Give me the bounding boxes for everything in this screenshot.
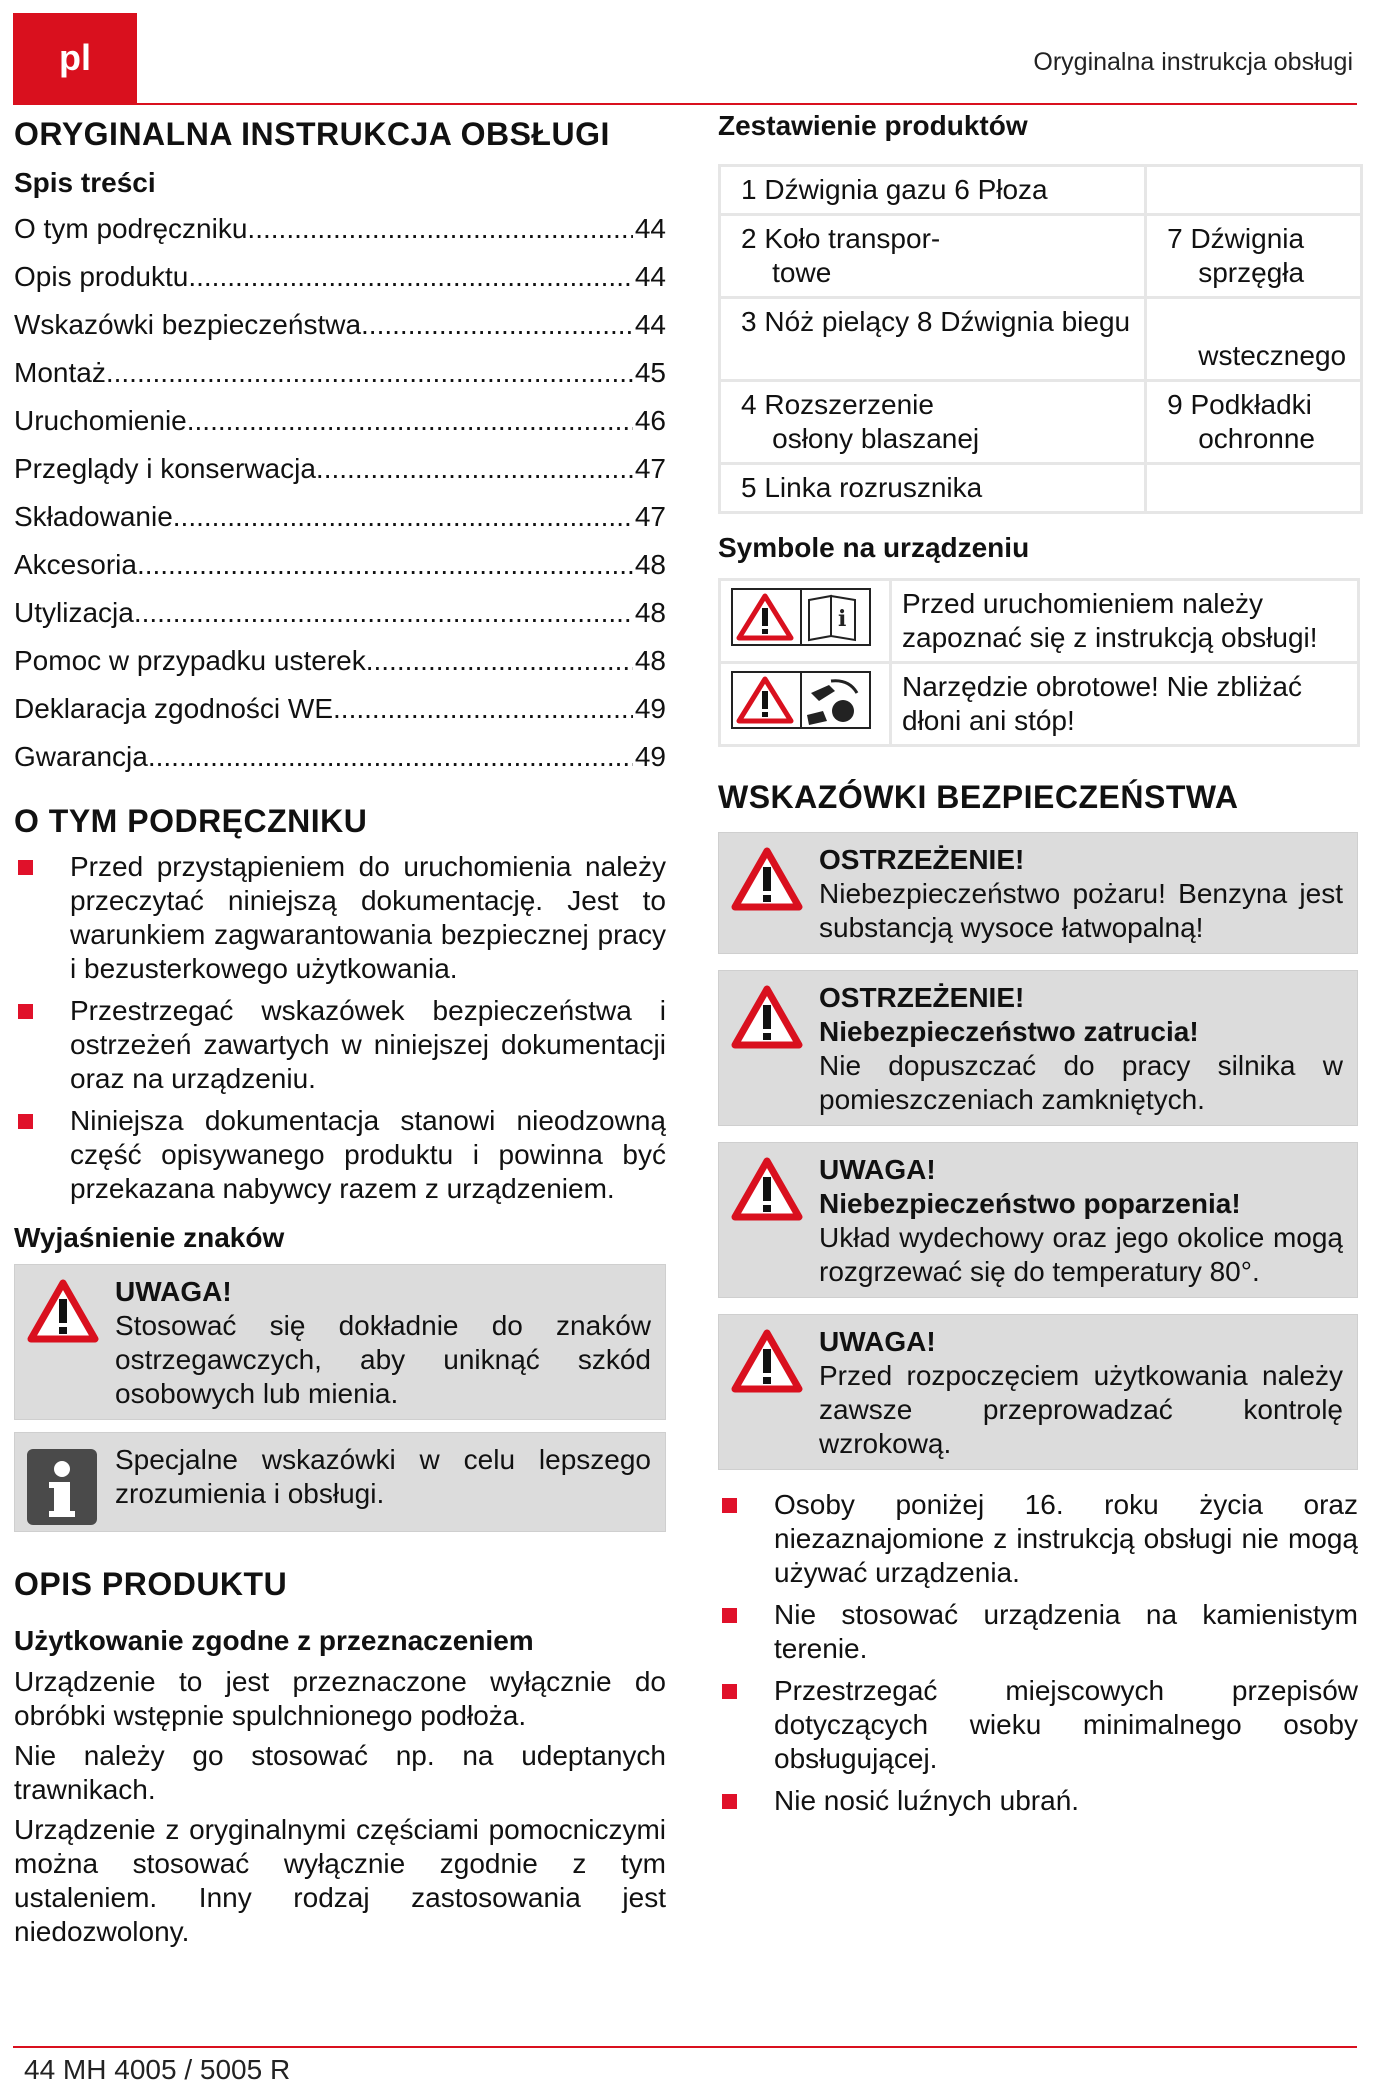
- toc-row[interactable]: Deklaracja zgodności WE ..... 49: [14, 685, 666, 733]
- warning-triangle-icon: [731, 985, 803, 1054]
- list-item: Przed przystąpieniem do uruchomienia należy przeczytać niniejszą dokumentację. Jest to warunkiem zagwarantowania bezpiecznej pracy i bezusterkowego użytkowania.: [14, 850, 666, 986]
- list-item: Nie stosować urządzenia na kamienistym terenie.: [718, 1598, 1358, 1666]
- table-cell: 1 Dźwignia gazu 6 Płoza: [720, 166, 1146, 215]
- list-item: Przestrzegać miejscowych przepisów dotyczących wieku minimalnego osoby obsługującej.: [718, 1674, 1358, 1776]
- table-cell: [1146, 166, 1362, 215]
- table-cell: 7 Dźwignia sprzęgła: [1146, 215, 1362, 298]
- safety-title: WSKAZÓWKI BEZPIECZEŃSTWA: [718, 779, 1239, 815]
- usage-title: Użytkowanie zgodne z przeznaczeniem: [14, 1625, 534, 1656]
- safety-box: [718, 832, 1358, 954]
- table-row: [720, 298, 1362, 381]
- bullet-square-icon: [18, 1004, 33, 1019]
- products-table: [718, 164, 1363, 514]
- table-row: [720, 464, 1362, 513]
- toc-row[interactable]: O tym podręczniku ..... 44: [14, 205, 666, 253]
- signs-title: Wyjaśnienie znaków: [14, 1222, 285, 1253]
- table-row: [720, 166, 1362, 215]
- symbol-text: Przed uruchomieniem należy zapoznać się z instrukcją obsługi!: [891, 580, 1359, 663]
- warning-triangle-icon: [731, 1157, 803, 1226]
- safety-box-title: OSTRZEŻENIE!: [819, 844, 1025, 875]
- toc-row[interactable]: Uruchomienie ..... 46: [14, 397, 666, 445]
- toc-row[interactable]: Utylizacja ..... 48: [14, 589, 666, 637]
- table-cell: [1146, 464, 1362, 513]
- table-cell: wstecznego: [1146, 298, 1362, 381]
- right-column: [718, 110, 1358, 1826]
- products-title: Zestawienie produktów: [718, 110, 1028, 141]
- safety-box-title: UWAGA!: [819, 1326, 936, 1357]
- toc-row[interactable]: Opis produktu ..... 44: [14, 253, 666, 301]
- safety-box-text: Układ wydechowy oraz jego okolice mogą rozgrzewać się do temperatury 80°.: [819, 1222, 1343, 1287]
- toc-row[interactable]: Pomoc w przypadku usterek ..... 48: [14, 637, 666, 685]
- toc-row[interactable]: Wskazówki bezpieczeństwa ..... 44: [14, 301, 666, 349]
- table-row: [720, 663, 1359, 746]
- bullet-square-icon: [722, 1498, 737, 1513]
- symbol-text: Narzędzie obrotowe! Nie zbliżać dłoni ani stóp!: [891, 663, 1359, 746]
- table-cell: 9 Podkładki ochronne: [1146, 381, 1362, 464]
- toc-row[interactable]: Przeglądy i konserwacja ..... 47: [14, 445, 666, 493]
- usage-paragraph: Urządzenie to jest przeznaczone wyłącznie do obróbki wstępnie spulchnionego podłoża.: [14, 1666, 666, 1731]
- table-row: [720, 215, 1362, 298]
- bullet-square-icon: [18, 1114, 33, 1129]
- safety-box: [718, 970, 1358, 1126]
- list-item: Nie nosić luźnych ubrań.: [718, 1784, 1358, 1818]
- about-bullets: [14, 850, 666, 1206]
- safety-bullets: [718, 1488, 1358, 1818]
- table-cell: 5 Linka rozrusznika: [720, 464, 1146, 513]
- main-title: ORYGINALNA INSTRUKCJA OBSŁUGI: [14, 116, 610, 152]
- info-box: [14, 1432, 666, 1532]
- table-row: [720, 381, 1362, 464]
- header-rule: [13, 103, 1357, 105]
- warning-triangle-icon: [731, 1329, 803, 1398]
- footer-text: 44 MH 4005 / 5005 R: [24, 2054, 291, 2085]
- safety-box-text: Niebezpieczeństwo pożaru! Benzyna jest substancją wysoce łatwopalną!: [819, 878, 1343, 943]
- bullet-square-icon: [722, 1794, 737, 1809]
- info-box-text: Specjalne wskazówki w celu lepszego zrozumienia i obsługi.: [115, 1444, 651, 1509]
- list-item: Przestrzegać wskazówek bezpieczeństwa i ostrzeżeń zawartych w niniejszej dokumentacji oraz na urządzeniu.: [14, 994, 666, 1096]
- svg-text:i: i: [838, 606, 847, 632]
- safety-box-subtitle: Niebezpieczeństwo zatrucia!: [819, 1016, 1199, 1047]
- usage-paragraph: Nie należy go stosować np. na udeptanych trawnikach.: [14, 1740, 666, 1805]
- left-column: [14, 112, 666, 1949]
- table-of-contents: [14, 205, 666, 781]
- language-tab: pl: [13, 13, 137, 103]
- warning-box: [14, 1264, 666, 1420]
- warning-box-title: UWAGA!: [115, 1276, 232, 1307]
- toc-row[interactable]: Składowanie ..... 47: [14, 493, 666, 541]
- safety-box-title: OSTRZEŻENIE!: [819, 982, 1025, 1013]
- toc-row[interactable]: Gwarancja ..... 49: [14, 733, 666, 781]
- usage-paragraph: Urządzenie z oryginalnymi częściami pomocniczymi można stosować wyłącznie zgodnie z tym ustaleniem. Inny rodzaj zastosowania jest niedozwolony.: [14, 1814, 666, 1947]
- list-item: Niniejsza dokumentacja stanowi nieodzowną część opisywanego produktu i powinna być przekazana nabywcy razem z urządzeniem.: [14, 1104, 666, 1206]
- list-item: Osoby poniżej 16. roku życia oraz niezaznajomione z instrukcją obsługi nie mogą używać urządzenia.: [718, 1488, 1358, 1590]
- safety-box-subtitle: Niebezpieczeństwo poparzenia!: [819, 1188, 1241, 1219]
- warning-rotating-tool-icon: [720, 663, 891, 746]
- safety-box-text: Przed rozpoczęciem użytkowania należy zawsze przeprowadzać kontrolę wzrokową.: [819, 1360, 1343, 1459]
- table-cell: 3 Nóż pielący 8 Dźwignia biegu: [720, 298, 1146, 381]
- header-title: Oryginalna instrukcja obsługi: [1033, 48, 1353, 76]
- table-row: [720, 580, 1359, 663]
- symbols-table: [718, 578, 1360, 747]
- footer-rule: [13, 2046, 1357, 2048]
- warning-manual-icon: [720, 580, 891, 663]
- warning-box-text: Stosować się dokładnie do znaków ostrzegawczych, aby uniknąć szkód osobowych lub mienia.: [115, 1310, 651, 1409]
- about-title: O TYM PODRĘCZNIKU: [14, 803, 368, 839]
- bullet-square-icon: [722, 1684, 737, 1699]
- toc-row[interactable]: Montaż ..... 45: [14, 349, 666, 397]
- safety-box-title: UWAGA!: [819, 1154, 936, 1185]
- symbols-title: Symbole na urządzeniu: [718, 532, 1030, 563]
- bullet-square-icon: [722, 1608, 737, 1623]
- safety-box: [718, 1314, 1358, 1470]
- toc-title: Spis treści: [14, 167, 156, 198]
- table-cell: 4 Rozszerzenie osłony blaszanej: [720, 381, 1146, 464]
- warning-triangle-icon: [731, 847, 803, 916]
- safety-box: [718, 1142, 1358, 1298]
- warning-triangle-icon: [27, 1279, 99, 1348]
- info-icon: [27, 1449, 97, 1530]
- toc-row[interactable]: Akcesoria ..... 48: [14, 541, 666, 589]
- safety-box-text: Nie dopuszczać do pracy silnika w pomieszczeniach zamkniętych.: [819, 1050, 1343, 1115]
- product-title: OPIS PRODUKTU: [14, 1566, 288, 1602]
- bullet-square-icon: [18, 860, 33, 875]
- table-cell: 2 Koło transpor- towe: [720, 215, 1146, 298]
